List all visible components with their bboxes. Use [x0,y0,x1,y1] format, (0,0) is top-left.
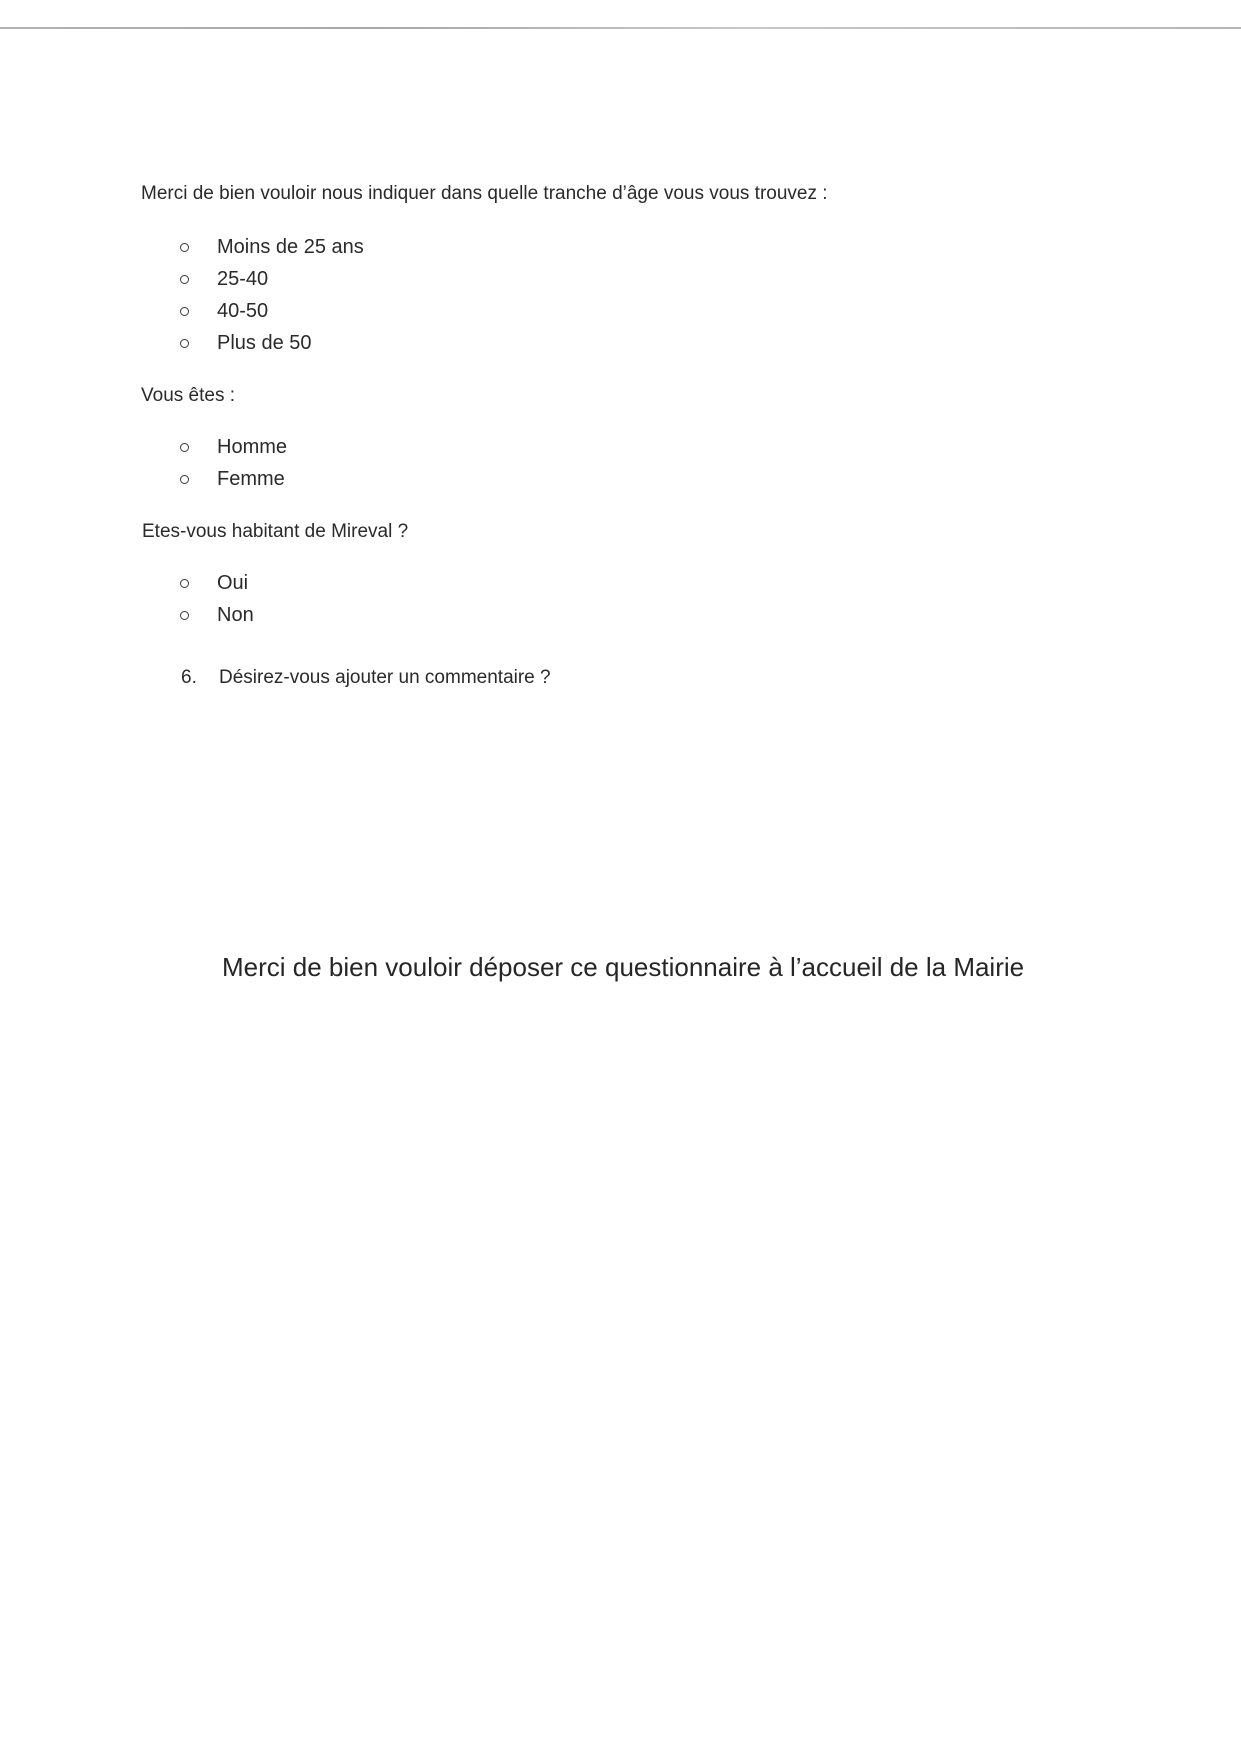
radio-circle-icon[interactable] [180,611,189,620]
option-label: Plus de 50 [217,332,312,354]
option-label: Moins de 25 ans [217,236,364,258]
radio-circle-icon[interactable] [180,475,189,484]
question-number: 6. [181,667,197,688]
scan-top-edge [0,27,1241,29]
option-label: Oui [217,572,249,594]
radio-circle-icon[interactable] [180,339,189,348]
option-label: Non [217,604,254,626]
question-comment-label: Désirez-vous ajouter un commentaire ? [219,667,551,688]
option-label: Femme [217,468,285,490]
option-label: 25-40 [217,268,269,290]
closing-note: Merci de bien vouloir déposer ce questionnaire à l’accueil de la Mairie [222,952,1025,982]
radio-circle-icon[interactable] [180,307,189,316]
radio-circle-icon[interactable] [180,443,189,452]
option-label: 40-50 [217,300,269,322]
radio-circle-icon[interactable] [180,275,189,284]
option-label: Homme [217,436,288,458]
question-residence: Etes-vous habitant de Mireval ? [142,521,409,542]
radio-circle-icon[interactable] [180,243,189,252]
question-sex: Vous êtes : [141,385,236,406]
question-age: Merci de bien vouloir nous indiquer dans quelle tranche d’âge vous vous trouvez : [141,183,828,204]
radio-circle-icon[interactable] [180,579,189,588]
